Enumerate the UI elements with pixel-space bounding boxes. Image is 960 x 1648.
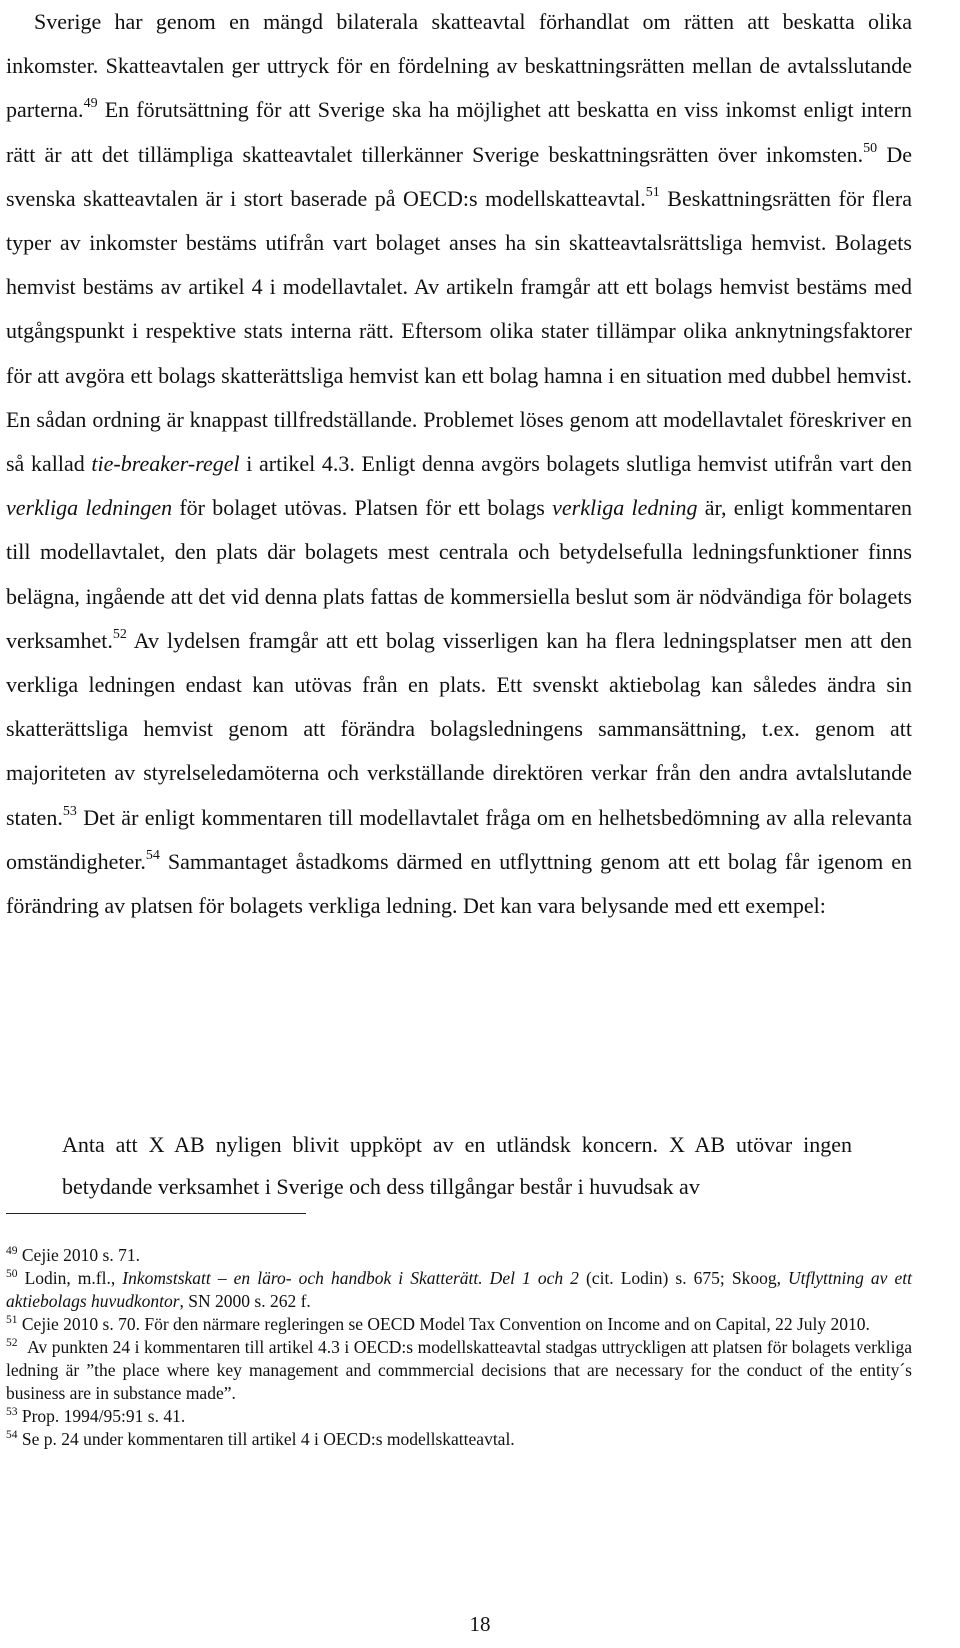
footnote-text: Se p. 24 under kommentaren till artikel 4 i OECD:s modellskatteavtal. (21, 1429, 515, 1449)
footnote-number: 52 (6, 1337, 18, 1349)
italic-term: verkliga ledning (552, 495, 698, 521)
body-text-segment: Det är enligt kommentaren till modellavtalet fråga om en helhetsbedömning av alla relevanta omständigheter. (6, 804, 913, 874)
body-text-segment: är, enligt kommentaren till modellavtalet, den plats där bolagets mest centrala och betydelsefulla ledningsfunktioner finns belägna, ingående att det vid denna plats fattas de kommersiella beslut som är nödvändiga för bolagets verksamhet. (6, 495, 913, 653)
body-text-segment: i artikel 4.3. Enligt denna avgörs bolagets slutliga hemvist utifrån vart den (246, 451, 913, 477)
body-paragraph (6, 0, 912, 928)
footnote-51 (6, 1313, 912, 1336)
footnote-53 (6, 1405, 912, 1428)
footnote-ref-49[interactable]: 49 (83, 96, 98, 112)
footnote-separator (6, 1213, 306, 1214)
footnote-text: (cit. Lodin) s. 675; Skoog, (585, 1268, 781, 1288)
footnote-ref-53[interactable]: 53 (62, 803, 77, 819)
footnote-52 (6, 1336, 912, 1405)
footnote-number: 51 (6, 1314, 18, 1326)
footnote-text: , SN 2000 s. 262 f. (179, 1291, 311, 1311)
footnote-ref-54[interactable]: 54 (145, 847, 160, 863)
body-text-segment: Av lydelsen framgår att ett bolag visserligen kan ha flera ledningsplatser men att den verkliga ledningen endast kan utövas från en plats. Ett svenskt aktiebolag kan således ändra sin skatterättsliga hemvist genom att förändra bolagsledningens sammansättning, t.ex. genom att majoriteten av styrelseledamöterna och verkställande direktören verkar från den andra avtalslutande staten. (6, 627, 912, 830)
body-text-segment: Sverige har genom en mängd bilaterala skatteavtal förhandlat om rätten att beskatta olika inkomster. Skatteavtalen ger uttryck för en fördelning av beskattningsrätten mellan de avtalsslutande parterna. (6, 9, 912, 123)
page-number: 18 (469, 1612, 491, 1636)
footnote-49 (6, 1244, 912, 1267)
footnote-ref-50[interactable]: 50 (863, 140, 878, 156)
body-text-segment: En förutsättning för att Sverige ska ha möjlighet att beskatta en viss inkomst enligt intern rätt är att det tillämpliga skatteavtalet tillerkänner Sverige beskattningsrätten över inkomsten. (6, 97, 913, 167)
footnote-number: 53 (6, 1406, 18, 1418)
block-quote: Anta att X AB nyligen blivit uppköpt av en utländsk koncern. X AB utövar ingen betydande verksamhet i Sverige och dess tillgångar består i huvudsak av (62, 1132, 852, 1199)
footnote-number: 50 (6, 1268, 18, 1280)
footnote-text: Lodin, m.fl., (24, 1268, 116, 1288)
body-text-segment: Beskattningsrätten för flera typer av inkomster bestäms utifrån vart bolaget anses ha sin skatteavtalsrättsliga hemvist. Bolagets hemvist bestäms av artikel 4 i modellavtalet. Av artikeln framgår att ett bolags hemvist bestäms med utgångspunkt i respektive stats interna rätt. Eftersom olika stater tillämpar olika anknytningsfaktorer för att avgöra ett bolags skatterättsliga hemvist kan ett bolag hamna i en situation med dubbel hemvist. En sådan ordning är knappast tillfredställande. Problemet löses genom att modellavtalet föreskriver en så kallad (6, 185, 912, 477)
footnote-50 (6, 1267, 912, 1313)
body-text-segment: Sammantaget åstadkoms därmed en utflyttning genom att ett bolag får igenom en förändring av platsen för bolagets verkliga ledning. Det kan vara belysande med ett exempel: (6, 848, 912, 919)
citation-title: Utflyttning av ett aktiebolags huvudkontor (6, 1268, 912, 1311)
body-text-segment: De svenska skatteavtalen är i stort baserade på OECD:s modellskatteavtal. (6, 141, 912, 211)
footnote-ref-51[interactable]: 51 (645, 184, 660, 200)
body-text-segment: för bolaget utövas. Platsen för ett bolags (179, 495, 545, 521)
citation-title: Inkomstskatt – en läro- och handbok i Skatterätt. Del 1 och 2 (122, 1268, 579, 1288)
footnote-text: Av punkten 24 i kommentaren till artikel 4.3 i OECD:s modellskatteavtal stadgas uttryckligen att platsen för bolagets verkliga ledning är ”the place where key management and commmercial decisions that are necessary for the conduct of the entity´s business are in substance made”. (6, 1337, 912, 1403)
italic-term: verkliga ledningen (6, 495, 173, 521)
footnote-text: Cejie 2010 s. 70. För den närmare regleringen se OECD Model Tax Convention on Income and on Capital, 22 July 2010. (21, 1314, 870, 1334)
footnote-54 (6, 1428, 912, 1451)
italic-term: tie-breaker-regel (91, 451, 240, 477)
footnote-number: 54 (6, 1429, 18, 1441)
footnote-ref-52[interactable]: 52 (112, 626, 127, 642)
footnotes-section (6, 1244, 912, 1451)
footnote-text: Prop. 1994/95:91 s. 41. (21, 1406, 186, 1426)
footnote-number: 49 (6, 1245, 18, 1257)
footnote-text: Cejie 2010 s. 71. (21, 1245, 140, 1265)
